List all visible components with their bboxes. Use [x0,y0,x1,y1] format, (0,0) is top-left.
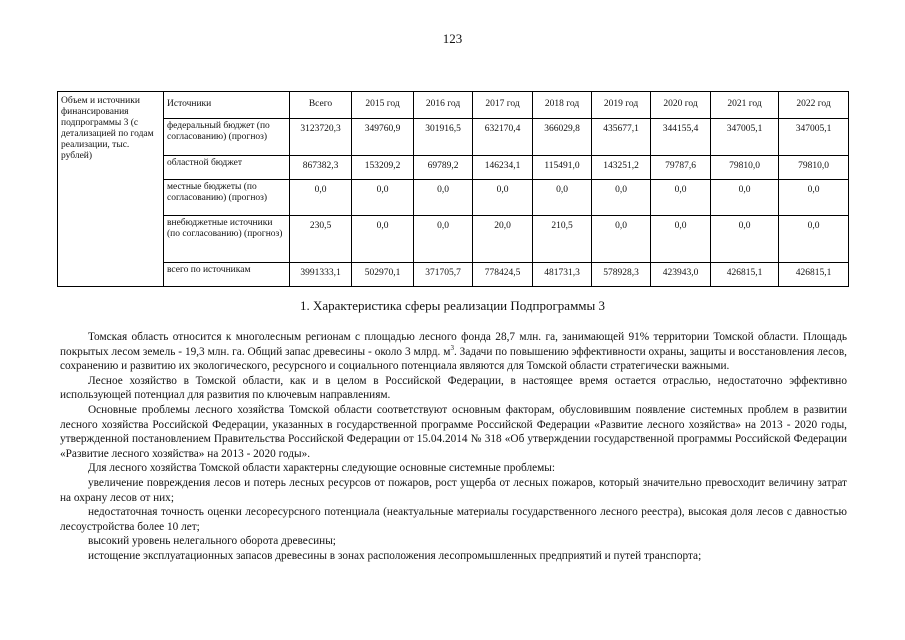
table-row [58,119,849,156]
table-row [58,216,849,263]
header-cell: 2018 год [533,92,592,119]
value-cell: 0,0 [779,180,849,216]
header-cell: Всего [290,92,352,119]
value-cell: 423943,0 [651,263,711,287]
value-cell: 481731,3 [533,263,592,287]
source-cell: внебюджетные источники (по согласованию) (прогноз) [164,216,290,263]
paragraph: Для лесного хозяйства Томской области характерны следующие основные системные проблемы: [88,462,555,475]
value-cell: 344155,4 [651,119,711,156]
value-cell: 230,5 [290,216,352,263]
value-cell: 153209,2 [352,156,414,180]
value-cell: 426815,1 [711,263,779,287]
paragraph: недостаточная точность оценки лесоресурсного потенциала (неактуальные материалы государственного лесного реестра), высокая доля лесов с давностью лесоустройства более 10 лет; [60,506,847,533]
value-cell: 347005,1 [779,119,849,156]
paragraph: высокий уровень нелегального оборота древесины; [88,535,336,548]
value-cell: 0,0 [651,216,711,263]
source-cell: областной бюджет [164,156,290,180]
table-row [58,180,849,216]
value-cell: 115491,0 [533,156,592,180]
value-cell: 0,0 [352,180,414,216]
value-cell: 79787,6 [651,156,711,180]
value-cell: 3991333,1 [290,263,352,287]
value-cell: 20,0 [473,216,533,263]
value-cell: 0,0 [711,180,779,216]
header-cell: 2019 год [592,92,651,119]
table-row [58,156,849,180]
paragraph: Лесное хозяйство в Томской области, как и в целом в Российской Федерации, в настоящее время остается отраслью, недостаточно эффективно использующей потенциал для развития по ключевым направлениям. [60,374,847,402]
value-cell: 371705,7 [414,263,473,287]
value-cell: 0,0 [711,216,779,263]
value-cell: 349760,9 [352,119,414,156]
value-cell: 632170,4 [473,119,533,156]
table-row-label: Объем и источники финансирования подпрограммы 3 (с детализацией по годам реализации, тыс. рублей) [58,92,164,287]
value-cell: 143251,2 [592,156,651,180]
paragraph: Основные проблемы лесного хозяйства Томской области соответствуют основным факторам, обусловившим появление системных проблем в развитии лесного хозяйства Российской Федерации, указанных в государственной программе Российской Федерации «Развитие лесного хозяйства» на 2013 - 2020 годы, утвержденной постановлением Правительства Российской Федерации от 15.04.2014 № 318 «Об утверждении государственной программы Российской Федерации «Развитие лесного хозяйства» на 2013 - 2020 годы». [60,403,847,460]
table-row-total [58,263,849,287]
value-cell: 347005,1 [711,119,779,156]
value-cell: 301916,5 [414,119,473,156]
paragraph: истощение эксплуатационных запасов древесины в зонах расположения лесопромышленных предприятий и путей транспорта; [88,549,702,562]
source-cell: всего по источникам [164,263,290,287]
value-cell: 0,0 [651,180,711,216]
value-cell: 0,0 [290,180,352,216]
source-cell: местные бюджеты (по согласованию) (прогноз) [164,180,290,216]
value-cell: 0,0 [533,180,592,216]
value-cell: 0,0 [352,216,414,263]
value-cell: 210,5 [533,216,592,263]
value-cell: 79810,0 [711,156,779,180]
body-text [60,330,847,564]
value-cell: 79810,0 [779,156,849,180]
header-cell: 2021 год [711,92,779,119]
value-cell: 778424,5 [473,263,533,287]
header-cell: 2020 год [651,92,711,119]
funding-table [57,91,849,287]
value-cell: 435677,1 [592,119,651,156]
value-cell: 69789,2 [414,156,473,180]
value-cell: 0,0 [592,216,651,263]
header-cell: Источники [164,92,290,119]
section-heading: 1. Характеристика сферы реализации Подпрограммы 3 [299,298,606,313]
value-cell: 0,0 [473,180,533,216]
header-cell: 2022 год [779,92,849,119]
paragraph: увеличение повреждения лесов и потерь лесных ресурсов от пожаров, рост ущерба от лесных пожаров, который значительно превосходит величину затрат на охрану лесов от них; [60,476,847,504]
value-cell: 0,0 [414,216,473,263]
value-cell: 426815,1 [779,263,849,287]
header-cell: 2016 год [414,92,473,119]
value-cell: 0,0 [414,180,473,216]
source-cell: федеральный бюджет (по согласованию) (прогноз) [164,119,290,156]
value-cell: 867382,3 [290,156,352,180]
page-number: 123 [442,31,463,46]
paragraph: Томская область относится к многолесным регионам с площадью лесного фонда 28,7 млн. га, занимающей 91% территории Томской области. Площадь покрытых лесом земель - 19,3 млн. га. Общий запас древесины - около 3 млрд. $м^3$. Задачи по повышению эффективности охраны, защиты и восстановления лесов, сохранению и развитию их экологического, ресурсного и социального потенциала являются для Томской области стратегически важными. [60,331,847,373]
value-cell: 3123720,3 [290,119,352,156]
header-cell: 2015 год [352,92,414,119]
value-cell: 0,0 [779,216,849,263]
value-cell: 366029,8 [533,119,592,156]
table-header-row [58,92,849,119]
value-cell: 0,0 [592,180,651,216]
value-cell: 502970,1 [352,263,414,287]
value-cell: 146234,1 [473,156,533,180]
header-cell: 2017 год [473,92,533,119]
value-cell: 578928,3 [592,263,651,287]
